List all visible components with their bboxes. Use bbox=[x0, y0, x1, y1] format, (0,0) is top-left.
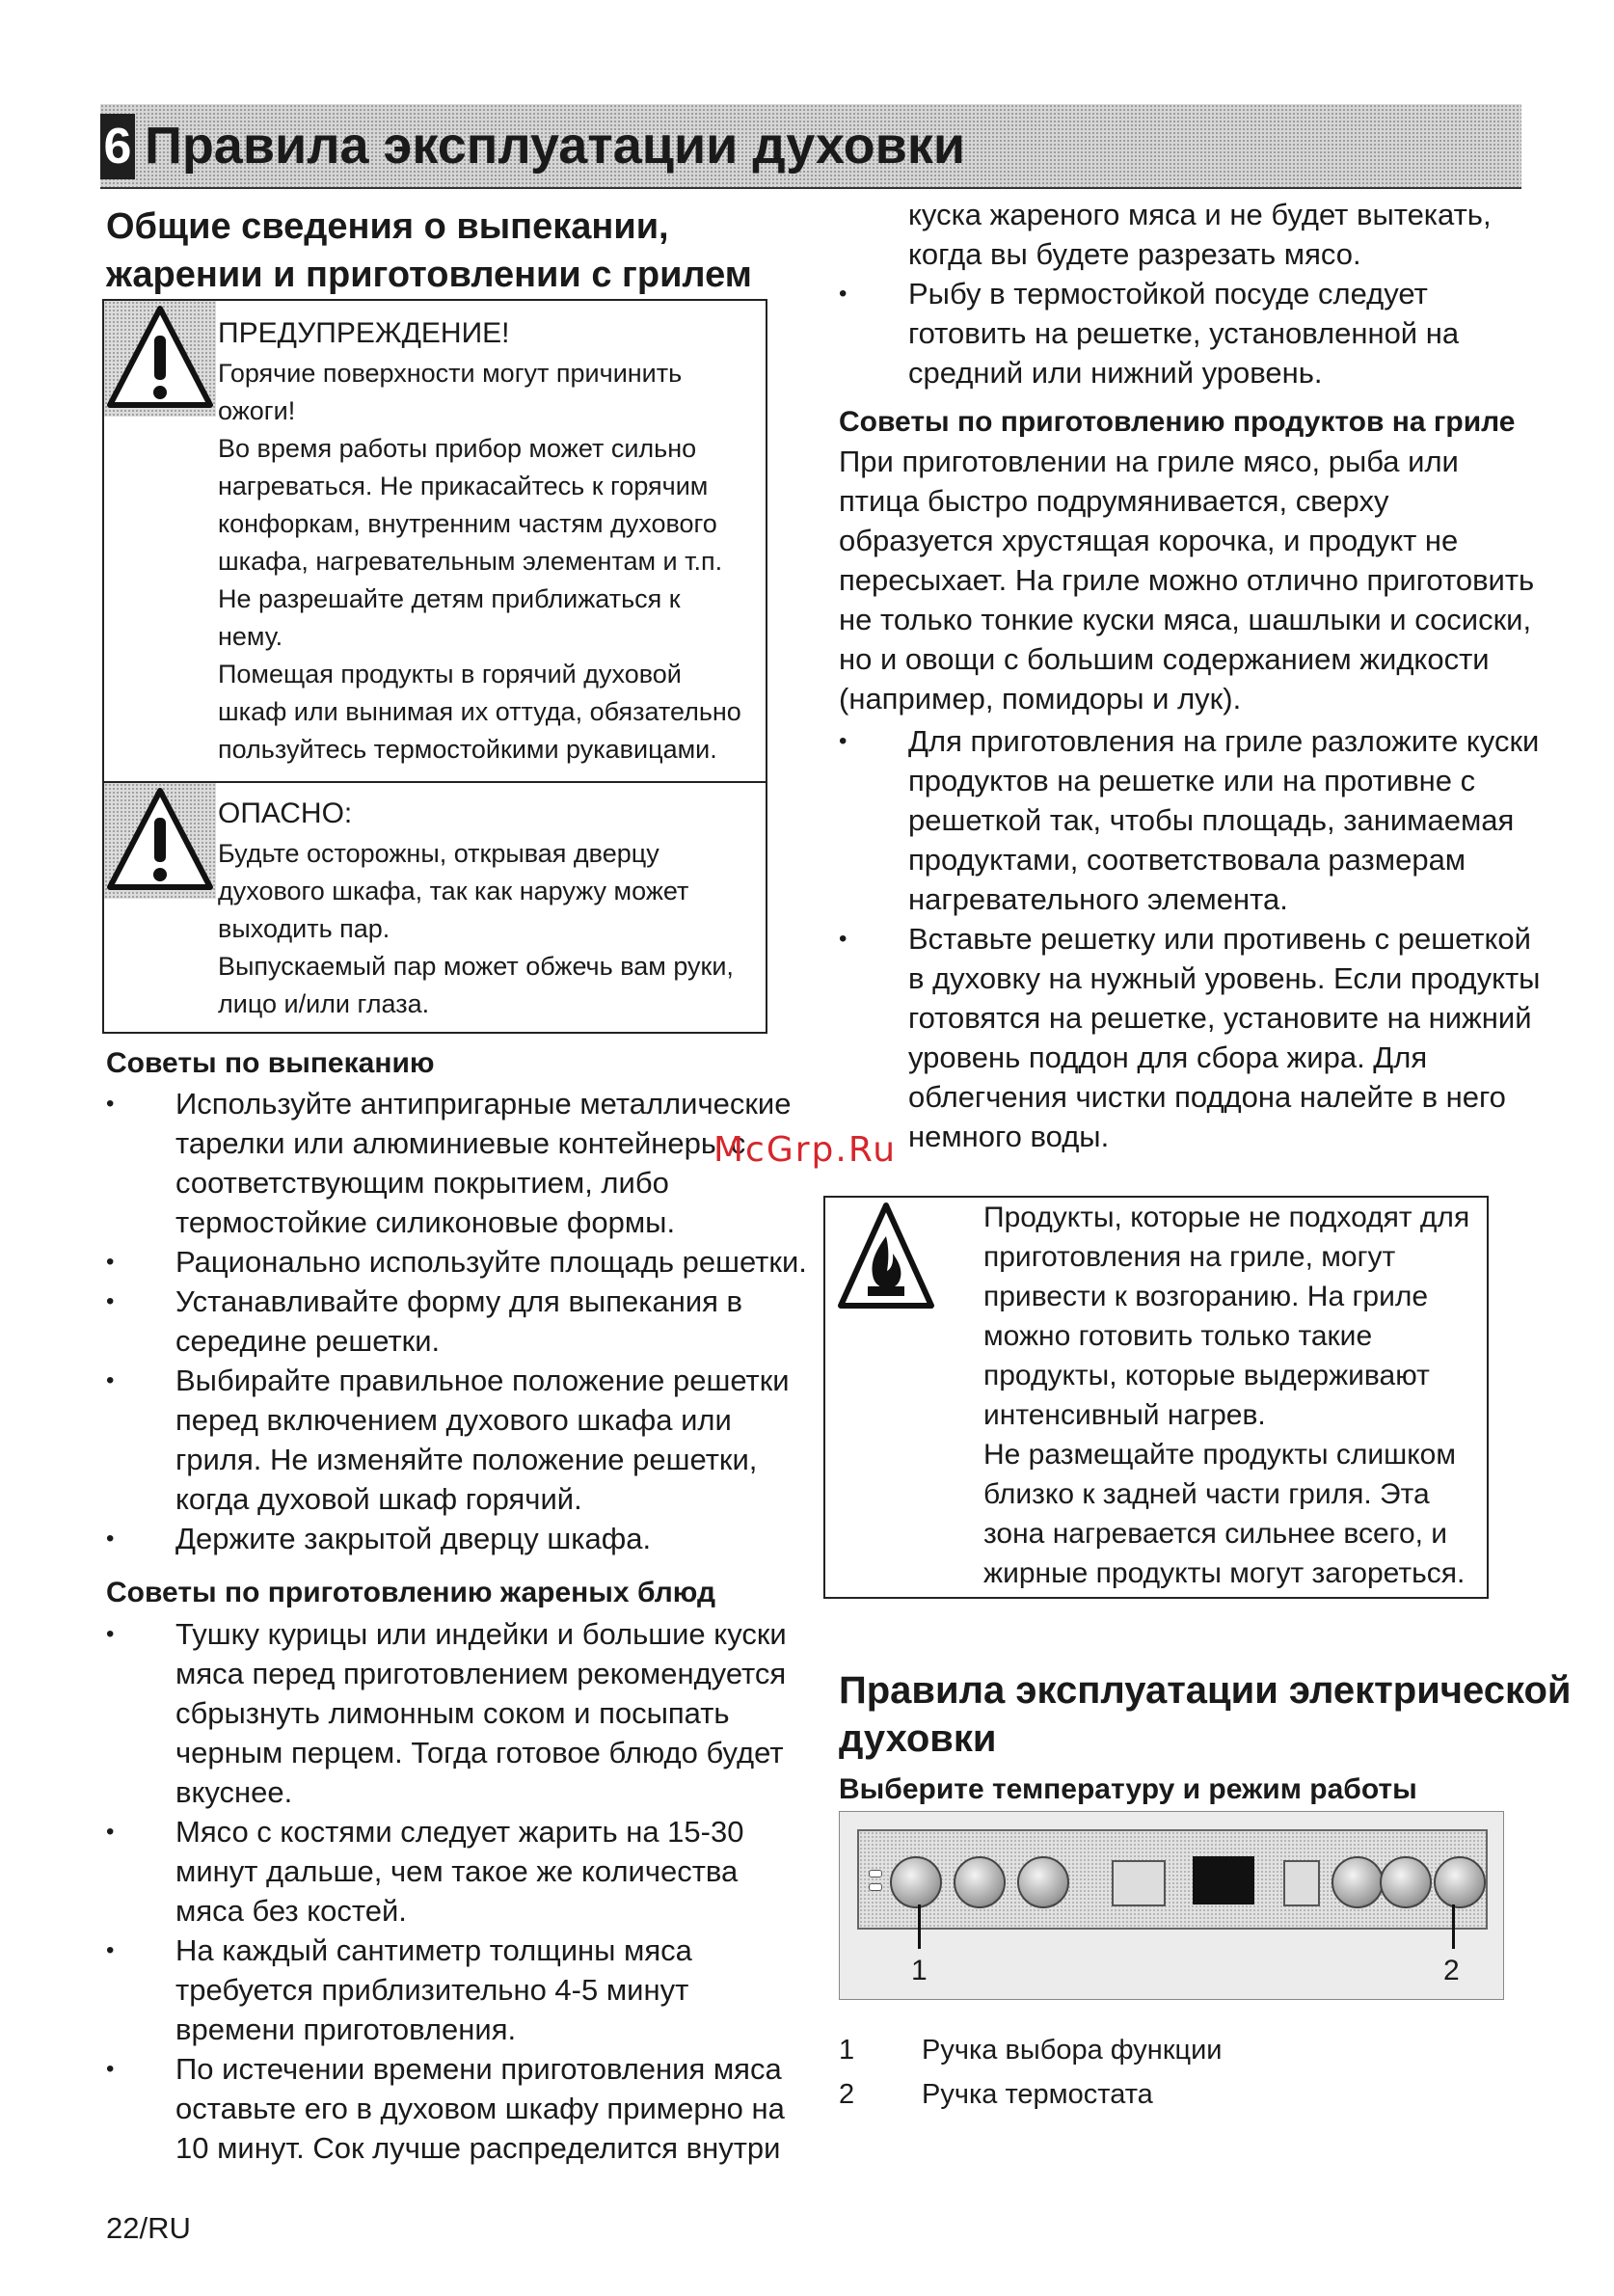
fire-warning-box bbox=[823, 1196, 1489, 1599]
text-line: продуктов на решетке или на противне с bbox=[908, 764, 1476, 797]
text-line: зона нагревается сильнее всего, и bbox=[983, 1518, 1448, 1550]
text-line: пользуйтесь термостойкими рукавицами. bbox=[218, 735, 717, 764]
text-line: облегчения чистки поддона налейте в него bbox=[908, 1080, 1506, 1114]
text-line: Вставьте решетку или противень с решеткой bbox=[908, 922, 1531, 956]
text-line: решеткой так, чтобы площадь, занимаемая bbox=[908, 803, 1515, 837]
legend-text-2: Ручка термостата bbox=[922, 2079, 1153, 2110]
text-line: привести к возгоранию. На гриле bbox=[983, 1281, 1429, 1312]
text-line: но и овощи с большим содержанием жидкости bbox=[839, 642, 1490, 676]
text-line: 10 минут. Сок лучше распределится внутри bbox=[175, 2131, 781, 2165]
text-line: близко к задней части гриля. Эта bbox=[983, 1478, 1430, 1510]
chapter-title: Правила эксплуатации духовки bbox=[145, 117, 966, 175]
warning-box bbox=[102, 299, 767, 783]
text-line: На каждый сантиметр толщины мяса bbox=[175, 1933, 692, 1967]
callout-line-1 bbox=[918, 1904, 921, 1949]
text-line: готовятся на решетке, установите на нижний bbox=[908, 1001, 1532, 1035]
text-line: оставьте его в духовом шкафу примерно на bbox=[175, 2092, 785, 2125]
danger-title: ОПАСНО: bbox=[218, 797, 353, 829]
bullet-icon: • bbox=[106, 1526, 115, 1552]
text-line: вкуснее. bbox=[175, 1775, 293, 1809]
danger-text bbox=[218, 835, 734, 1023]
legend-num-2: 2 bbox=[839, 2079, 855, 2110]
grill-paragraph bbox=[839, 442, 1534, 718]
bullet-icon: • bbox=[106, 1091, 115, 1117]
legend-num-1: 1 bbox=[839, 2035, 855, 2066]
bullet-icon: • bbox=[106, 1249, 115, 1275]
text-line: Для приготовления на гриле разложите куски bbox=[908, 724, 1540, 758]
text-line: образуется хрустящая корочка, и продукт не bbox=[839, 524, 1459, 557]
text-line: Помещая продукты в горячий духовой bbox=[218, 660, 682, 689]
indicator-lamp-icon bbox=[869, 1883, 882, 1891]
text-line: средний или нижний уровень. bbox=[908, 356, 1323, 390]
text-line: мяса перед приготовлением рекомендуется bbox=[175, 1657, 787, 1690]
text-line: Используйте антипригарные металлические bbox=[175, 1087, 792, 1121]
text-line: Устанавливайте форму для выпекания в bbox=[175, 1284, 743, 1318]
text-line: Выпускаемый пар может обжечь вам руки, bbox=[218, 952, 734, 981]
section-title-line2: жарении и приготовлении с грилем bbox=[106, 255, 752, 295]
indicator-lamp-icon bbox=[869, 1870, 882, 1877]
text-line: Продукты, которые не подходят для bbox=[983, 1202, 1470, 1233]
legend-text-1: Ручка выбора функции bbox=[922, 2035, 1223, 2066]
section-title-line1: Общие сведения о выпекании, bbox=[106, 206, 669, 247]
text-line: шкафа, нагревательным элементам и т.п. bbox=[218, 547, 723, 576]
bullet-icon: • bbox=[839, 926, 847, 952]
bullet-icon: • bbox=[106, 1937, 115, 1963]
text-line: нему. bbox=[218, 622, 283, 651]
function-knob[interactable] bbox=[890, 1856, 942, 1908]
select-heading: Выберите температуру и режим работы bbox=[839, 1773, 1417, 1805]
danger-triangle-icon bbox=[104, 783, 216, 899]
text-line: Рыбу в термостойкой посуде следует bbox=[908, 277, 1428, 311]
hob-knob[interactable] bbox=[1380, 1856, 1432, 1908]
timer-display bbox=[1193, 1856, 1254, 1904]
text-line: нагревательного элемента. bbox=[908, 882, 1288, 916]
text-line: конфоркам, внутренним частям духового bbox=[218, 509, 717, 538]
text-line: Не разрешайте детям приближаться к bbox=[218, 584, 681, 613]
watermark: McGrp.Ru bbox=[713, 1130, 898, 1170]
text-line: когда духовой шкаф горячий. bbox=[175, 1482, 582, 1516]
text-line: Не размещайте продукты слишком bbox=[983, 1439, 1456, 1471]
control-panel-figure bbox=[839, 1811, 1504, 2000]
callout-line-2 bbox=[1452, 1904, 1455, 1949]
grill-heading: Советы по приготовлению продуктов на гриле bbox=[839, 406, 1516, 438]
text-line: соответствующим покрытием, либо bbox=[175, 1166, 669, 1200]
callout-label-2: 2 bbox=[1443, 1955, 1460, 1986]
bullet-icon: • bbox=[839, 728, 847, 754]
timer-controls bbox=[1283, 1860, 1320, 1906]
text-line: не только тонкие куски мяса, шашлыки и сосиски, bbox=[839, 603, 1532, 636]
callout-label-1: 1 bbox=[911, 1955, 928, 1986]
text-line: птица быстро подрумянивается, сверху bbox=[839, 484, 1389, 518]
text-line: минут дальше, чем такое же количества bbox=[175, 1854, 739, 1888]
text-line: куска жареного мяса и не будет вытекать, bbox=[908, 198, 1492, 231]
bullet-icon: • bbox=[106, 1819, 115, 1845]
fire-warning-text bbox=[983, 1198, 1469, 1593]
baking-heading: Советы по выпеканию bbox=[106, 1047, 435, 1079]
text-line: Тушку курицы или индейки и большие куски bbox=[175, 1617, 787, 1651]
text-line: середине решетки. bbox=[175, 1324, 441, 1358]
bullet-icon: • bbox=[106, 1288, 115, 1314]
text-line: приготовления на гриле, могут bbox=[983, 1241, 1396, 1273]
text-line: выходить пар. bbox=[218, 914, 390, 943]
text-line: уровень поддон для сбора жира. Для bbox=[908, 1040, 1428, 1074]
text-line: гриля. Не изменяйте положение решетки, bbox=[175, 1443, 758, 1476]
text-line: По истечении времени приготовления мяса bbox=[175, 2052, 782, 2086]
continued-text bbox=[908, 195, 1492, 274]
warning-triangle-icon bbox=[104, 301, 216, 417]
text-line: продукты, которые выдерживают bbox=[983, 1360, 1430, 1391]
text-line: времени приготовления. bbox=[175, 2012, 517, 2046]
text-line: духового шкафа, так как наружу может bbox=[218, 877, 689, 905]
electric-title-line2: духовки bbox=[839, 1717, 997, 1760]
bullet-icon: • bbox=[106, 1367, 115, 1393]
control-panel bbox=[857, 1829, 1488, 1930]
hob-knob[interactable] bbox=[954, 1856, 1006, 1908]
text-line: жирные продукты могут загореться. bbox=[983, 1557, 1466, 1589]
text-line: нагреваться. Не прикасайтесь к горячим bbox=[218, 472, 709, 500]
text-line: тарелки или алюминиевые контейнеры с bbox=[175, 1126, 746, 1160]
fire-hazard-icon bbox=[835, 1198, 937, 1317]
text-line: мяса без костей. bbox=[175, 1894, 407, 1928]
text-line: сбрызнуть лимонным соком и посыпать bbox=[175, 1696, 730, 1730]
text-line: Выбирайте правильное положение решетки bbox=[175, 1364, 790, 1397]
hob-knob[interactable] bbox=[1332, 1856, 1384, 1908]
bullet-icon: • bbox=[106, 2056, 115, 2082]
text-line: Будьте осторожны, открывая дверцу bbox=[218, 839, 659, 868]
text-line: требуется приблизительно 4-5 минут bbox=[175, 1973, 689, 2007]
text-line: немного воды. bbox=[908, 1120, 1110, 1153]
text-line: Рационально используйте площадь решетки. bbox=[175, 1245, 807, 1279]
text-line: ожоги! bbox=[218, 396, 296, 425]
page-footer: 22/RU bbox=[106, 2211, 191, 2245]
text-line: Во время работы прибор может сильно bbox=[218, 434, 697, 463]
bullet-icon: • bbox=[839, 281, 847, 307]
text-line: пересыхает. На гриле можно отлично приготовить bbox=[839, 563, 1535, 597]
text-line: Держите закрытой дверцу шкафа. bbox=[175, 1522, 652, 1555]
text-line: продуктами, соответствовала размерам bbox=[908, 843, 1466, 877]
warning-title: ПРЕДУПРЕЖДЕНИЕ! bbox=[218, 317, 510, 349]
text-line: перед включением духового шкафа или bbox=[175, 1403, 732, 1437]
text-line: интенсивный нагрев. bbox=[983, 1399, 1266, 1431]
timer-buttons bbox=[1112, 1860, 1166, 1906]
text-line: При приготовлении на гриле мясо, рыба или bbox=[839, 445, 1459, 478]
text-line: в духовку на нужный уровень. Если продукты bbox=[908, 961, 1541, 995]
text-line: готовить на решетке, установленной на bbox=[908, 316, 1460, 350]
danger-box bbox=[102, 781, 767, 1034]
thermostat-knob[interactable] bbox=[1434, 1856, 1486, 1908]
text-line: Мясо с костями следует жарить на 15-30 bbox=[175, 1815, 744, 1849]
text-line: термостойкие силиконовые формы. bbox=[175, 1205, 676, 1239]
bullet-icon: • bbox=[106, 1621, 115, 1647]
text-line: можно готовить только такие bbox=[983, 1320, 1373, 1352]
hob-knob[interactable] bbox=[1017, 1856, 1069, 1908]
chapter-number: 6 bbox=[100, 114, 135, 179]
warning-text bbox=[218, 355, 741, 769]
roast-heading: Советы по приготовлению жареных блюд bbox=[106, 1577, 716, 1608]
text-line: лицо и/или глаза. bbox=[218, 989, 430, 1018]
text-line: (например, помидоры и лук). bbox=[839, 682, 1242, 716]
text-line: когда вы будете разрезать мясо. bbox=[908, 237, 1361, 271]
text-line: шкаф или вынимая их оттуда, обязательно bbox=[218, 697, 741, 726]
electric-title-line1: Правила эксплуатации электрической bbox=[839, 1669, 1572, 1712]
text-line: черным перцем. Тогда готовое блюдо будет bbox=[175, 1736, 784, 1769]
text-line: Горячие поверхности могут причинить bbox=[218, 359, 683, 388]
